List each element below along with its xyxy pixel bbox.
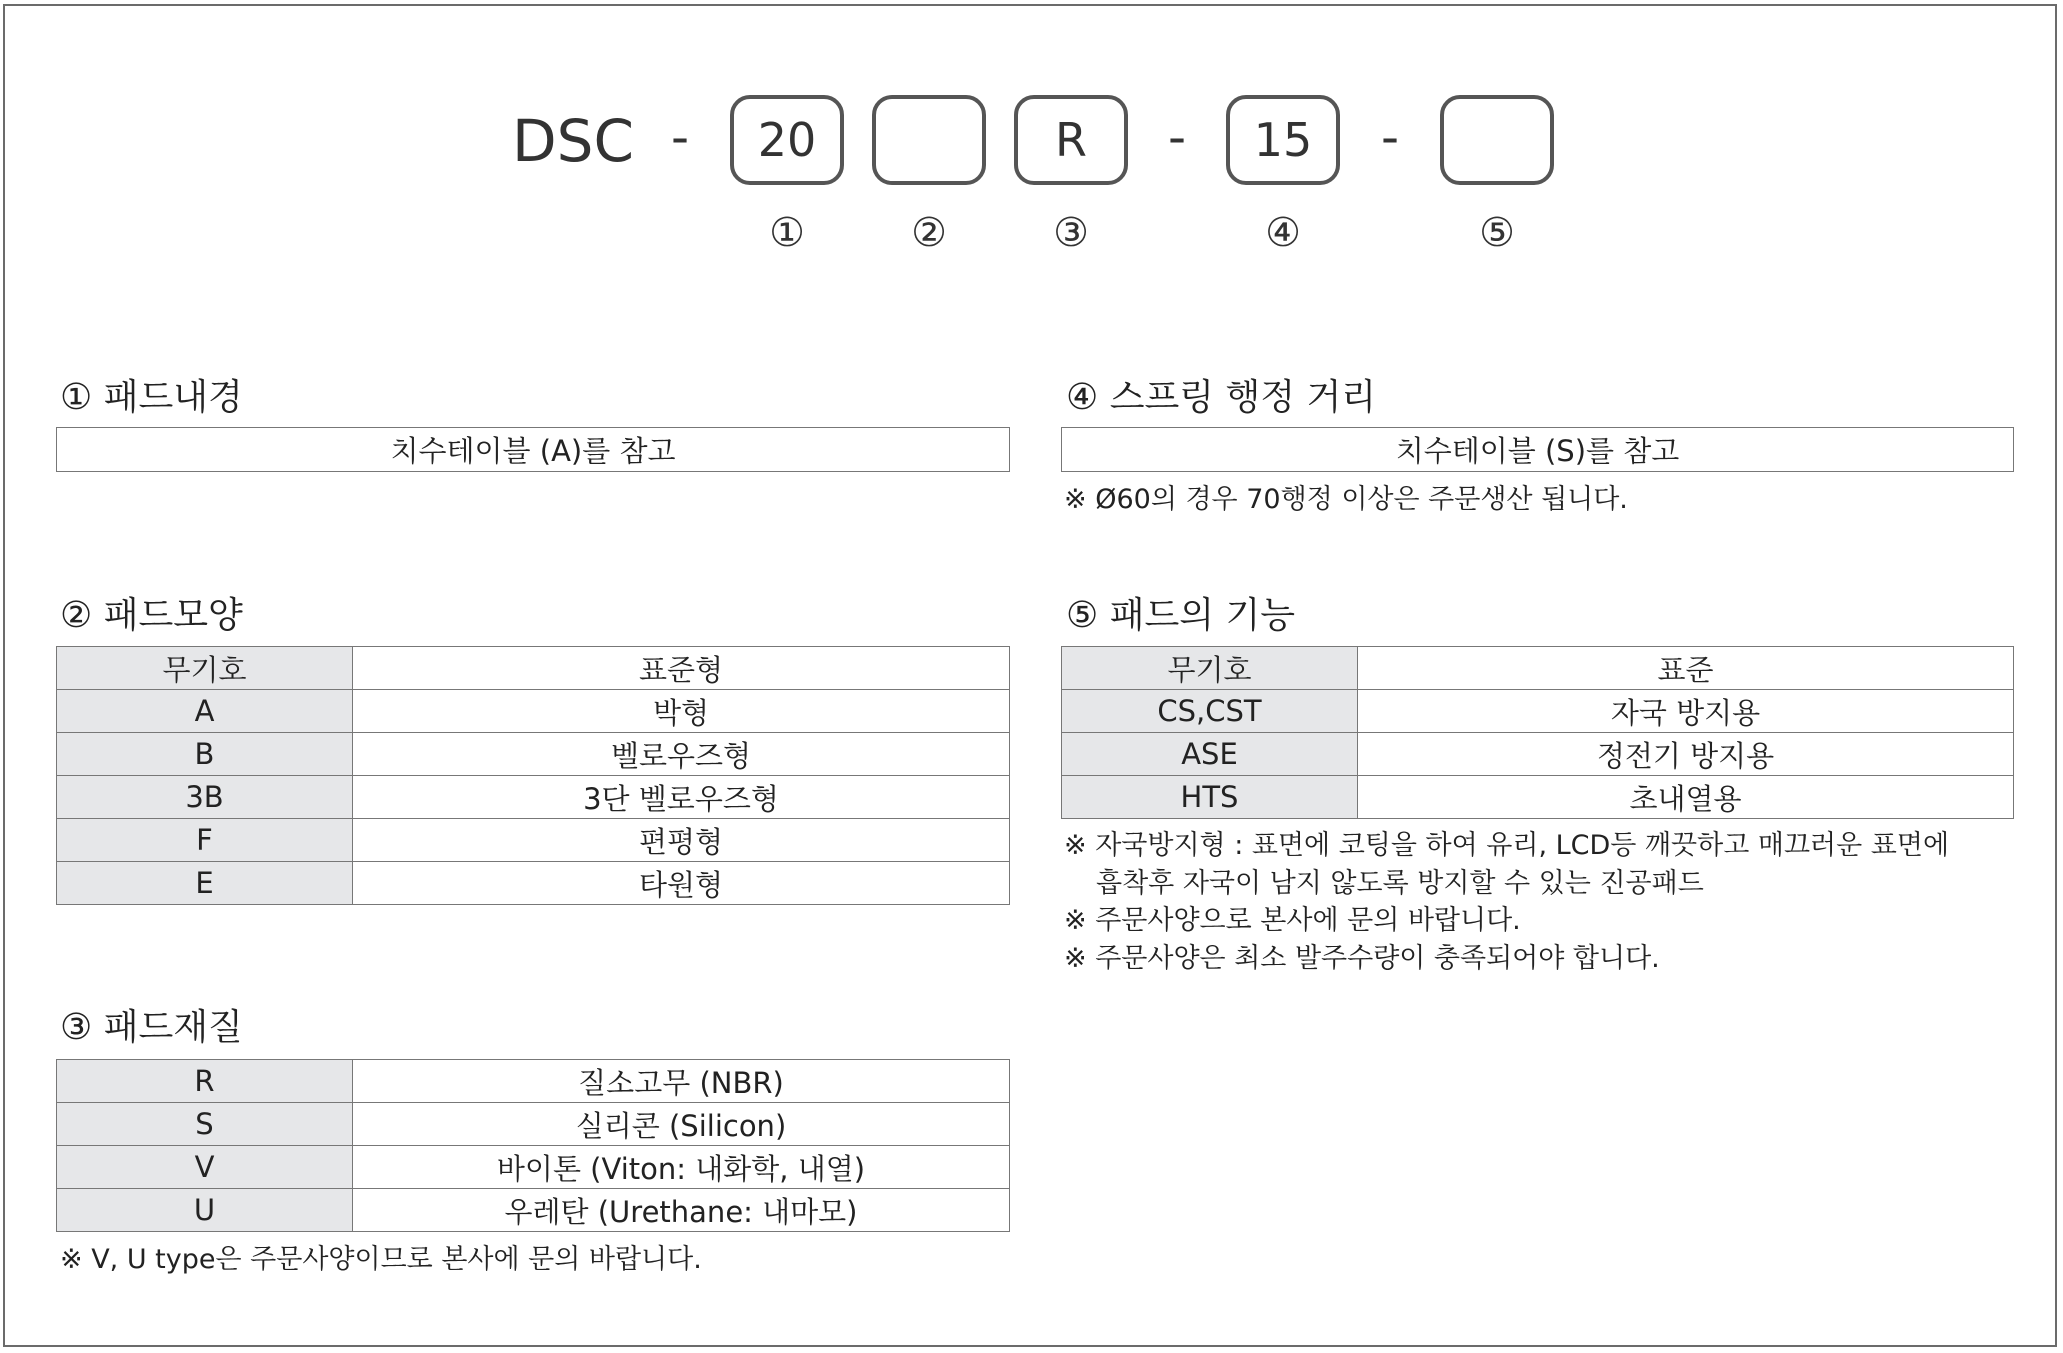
table-row bbox=[57, 776, 1010, 819]
shape-name: 표준형 bbox=[353, 647, 1010, 690]
shape-name: 타원형 bbox=[353, 862, 1010, 905]
section-pad-diameter-title: ① 패드내경 bbox=[60, 377, 243, 418]
spring-stroke-note: ※ Ø60의 경우 70행정 이상은 주문생산 됩니다. bbox=[1064, 484, 1628, 515]
model-prefix: DSC bbox=[512, 107, 634, 175]
shape-code: 무기호 bbox=[57, 647, 353, 690]
spring-stroke-ref: 치수테이블 (S)를 참고 bbox=[1061, 427, 2014, 472]
code-number-1: ① bbox=[769, 210, 805, 256]
section-pad-material-title: ③ 패드재질 bbox=[60, 1007, 243, 1048]
material-code: U bbox=[57, 1189, 353, 1232]
table-row bbox=[57, 819, 1010, 862]
code-box-5 bbox=[1440, 95, 1554, 185]
code-number-2: ② bbox=[911, 210, 947, 256]
shape-code: B bbox=[57, 733, 353, 776]
material-name: 바이톤 (Viton: 내화학, 내열) bbox=[353, 1146, 1010, 1189]
shape-name: 박형 bbox=[353, 690, 1010, 733]
code-dash: - bbox=[1168, 108, 1187, 166]
pad-function-note-1-cont: 흡착후 자국이 남지 않도록 방지할 수 있는 진공패드 bbox=[1096, 868, 1704, 899]
table-row bbox=[1062, 690, 2014, 733]
pad-function-note-1: ※ 자국방지형 : 표면에 코팅을 하여 유리, LCD등 깨끗하고 매끄러운 표면에 bbox=[1064, 830, 1950, 861]
material-name: 우레탄 (Urethane: 내마모) bbox=[353, 1189, 1010, 1232]
section-pad-shape-title: ② 패드모양 bbox=[60, 595, 243, 636]
code-dash: - bbox=[1381, 108, 1400, 166]
table-row bbox=[57, 647, 1010, 690]
table-row bbox=[1062, 647, 2014, 690]
function-name: 자국 방지용 bbox=[1358, 690, 2014, 733]
function-name: 정전기 방지용 bbox=[1358, 733, 2014, 776]
shape-name: 3단 벨로우즈형 bbox=[353, 776, 1010, 819]
function-code: CS,CST bbox=[1062, 690, 1358, 733]
function-code: ASE bbox=[1062, 733, 1358, 776]
shape-name: 편평형 bbox=[353, 819, 1010, 862]
pad-function-note-3: ※ 주문사양은 최소 발주수량이 충족되어야 합니다. bbox=[1064, 943, 1660, 974]
function-name: 초내열용 bbox=[1358, 776, 2014, 819]
table-row bbox=[57, 690, 1010, 733]
function-code: HTS bbox=[1062, 776, 1358, 819]
shape-code: F bbox=[57, 819, 353, 862]
pad-material-note: ※ V, U type은 주문사양이므로 본사에 문의 바랍니다. bbox=[60, 1244, 702, 1275]
code-number-5: ⑤ bbox=[1479, 210, 1515, 256]
material-code: S bbox=[57, 1103, 353, 1146]
material-name: 질소고무 (NBR) bbox=[353, 1060, 1010, 1103]
material-name: 실리콘 (Silicon) bbox=[353, 1103, 1010, 1146]
code-dash: - bbox=[671, 108, 690, 166]
code-box-4: 15 bbox=[1226, 95, 1340, 185]
code-box-3: R bbox=[1014, 95, 1128, 185]
code-box-2 bbox=[872, 95, 986, 185]
table-row bbox=[57, 1060, 1010, 1103]
table-row bbox=[57, 1146, 1010, 1189]
table-row bbox=[57, 733, 1010, 776]
section-pad-function-title: ⑤ 패드의 기능 bbox=[1066, 595, 1296, 636]
function-code: 무기호 bbox=[1062, 647, 1358, 690]
shape-name: 벨로우즈형 bbox=[353, 733, 1010, 776]
shape-code: 3B bbox=[57, 776, 353, 819]
pad-material-table bbox=[56, 1059, 1010, 1232]
code-number-4: ④ bbox=[1265, 210, 1301, 256]
code-number-3: ③ bbox=[1053, 210, 1089, 256]
pad-function-table bbox=[1061, 646, 2014, 819]
table-row bbox=[57, 862, 1010, 905]
table-row bbox=[57, 1103, 1010, 1146]
pad-function-note-2: ※ 주문사양으로 본사에 문의 바랍니다. bbox=[1064, 905, 1521, 936]
table-row bbox=[57, 1189, 1010, 1232]
pad-shape-table bbox=[56, 646, 1010, 905]
code-box-1: 20 bbox=[730, 95, 844, 185]
material-code: R bbox=[57, 1060, 353, 1103]
function-name: 표준 bbox=[1358, 647, 2014, 690]
table-row bbox=[1062, 776, 2014, 819]
pad-diameter-ref: 치수테이블 (A)를 참고 bbox=[56, 427, 1010, 472]
shape-code: E bbox=[57, 862, 353, 905]
section-spring-stroke-title: ④ 스프링 행정 거리 bbox=[1066, 377, 1377, 418]
material-code: V bbox=[57, 1146, 353, 1189]
shape-code: A bbox=[57, 690, 353, 733]
table-row bbox=[1062, 733, 2014, 776]
